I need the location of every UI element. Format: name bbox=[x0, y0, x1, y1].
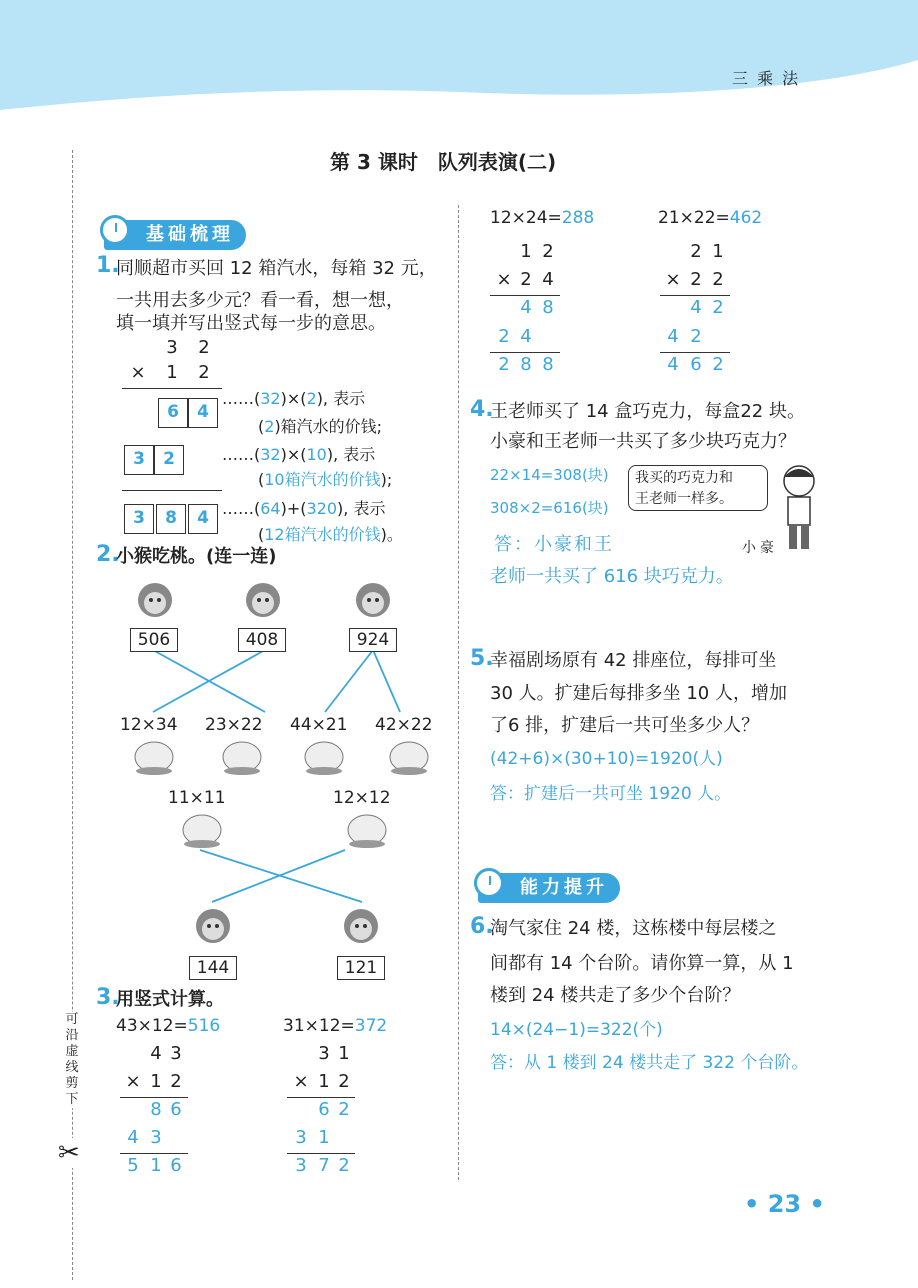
q4-work-2: 308×2=616(块) bbox=[490, 499, 609, 517]
q1-answer-box[interactable]: 3 bbox=[124, 504, 154, 534]
calc-digit: 1 bbox=[712, 241, 724, 262]
calc-digit: 2 bbox=[690, 241, 702, 262]
page-title: 第 3 课时 队列表演(二) bbox=[330, 150, 557, 174]
calc-rule bbox=[120, 1153, 188, 1154]
calc-digit: 6 bbox=[170, 1099, 182, 1120]
q6-line-1: 淘气家住 24 楼，这栋楼中每层楼之 bbox=[490, 918, 777, 939]
calc-rule bbox=[287, 1153, 355, 1154]
peach-icon bbox=[178, 808, 226, 848]
clock-icon bbox=[474, 868, 504, 898]
q1-top-digit: 2 bbox=[198, 337, 210, 358]
calc-digit: 2 bbox=[520, 269, 532, 290]
q1-times-sign: × bbox=[130, 362, 146, 383]
q1-mult-digit: 1 bbox=[166, 362, 178, 383]
calc-digit: 3 bbox=[170, 1043, 182, 1064]
calc-digit: 4 bbox=[520, 326, 532, 347]
calc-digit: 3 bbox=[318, 1043, 330, 1064]
q1-explain-3a: ……(64)+(320), 表示 bbox=[222, 499, 386, 518]
peach-expression: 12×34 bbox=[120, 715, 178, 735]
q4-line-1: 王老师买了 14 盒巧克力，每盒22 块。 bbox=[490, 401, 805, 422]
q5-work: (42+6)×(30+10)=1920(人) bbox=[490, 749, 723, 769]
peach-icon bbox=[130, 735, 178, 775]
calc-digit: 7 bbox=[318, 1155, 330, 1176]
calc-digit: 3 bbox=[295, 1155, 307, 1176]
calc-digit: 8 bbox=[150, 1099, 162, 1120]
calc-digit: 1 bbox=[338, 1043, 350, 1064]
speech-bubble: 我买的巧克力和 王老师一样多。 bbox=[628, 465, 768, 511]
q2-text: 小猴吃桃。(连一连) bbox=[116, 546, 277, 567]
calc-digit: 8 bbox=[542, 354, 554, 375]
q6-line-2: 间都有 14 个台阶。请你算一算，从 1 bbox=[490, 953, 794, 974]
q3-number: 3. bbox=[96, 985, 120, 1010]
calc-digit: 4 bbox=[667, 326, 679, 347]
calc-digit: 6 bbox=[690, 354, 702, 375]
boy-name: 小豪 bbox=[742, 540, 778, 556]
boy-icon bbox=[778, 463, 820, 555]
calc-digit: 2 bbox=[712, 297, 724, 318]
calc-digit: 4 bbox=[667, 354, 679, 375]
calc-digit: 8 bbox=[542, 297, 554, 318]
calc-expression: 12×24=288 bbox=[490, 208, 595, 228]
q1-number: 1. bbox=[96, 253, 120, 278]
q1-answer-box[interactable]: 8 bbox=[156, 504, 186, 534]
q1-answer-box[interactable]: 6 bbox=[158, 398, 188, 428]
q5-line-3: 了6 排，扩建后一共可坐多少人？ bbox=[490, 715, 760, 736]
monkey-number-box: 924 bbox=[349, 628, 397, 652]
q6-answer: 答：从 1 楼到 24 楼共走了 322 个台阶。 bbox=[490, 1053, 809, 1073]
q4-work-1: 22×14=308(块) bbox=[490, 466, 609, 484]
calc-digit: 3 bbox=[295, 1127, 307, 1148]
calc-digit: 6 bbox=[170, 1155, 182, 1176]
calc-rule bbox=[660, 295, 730, 296]
q2-number: 2. bbox=[96, 542, 120, 567]
peach-expression: 44×21 bbox=[290, 715, 348, 735]
q1-answer-box[interactable]: 2 bbox=[154, 445, 184, 475]
q1-answer-box[interactable]: 4 bbox=[188, 504, 218, 534]
calc-digit: 2 bbox=[712, 354, 724, 375]
calc-digit: 2 bbox=[690, 269, 702, 290]
section-basic-banner: 基础梳理 bbox=[104, 220, 246, 250]
peach-icon bbox=[218, 735, 266, 775]
q5-number: 5. bbox=[470, 646, 494, 671]
q6-number: 6. bbox=[470, 914, 494, 939]
q1-top-digit: 3 bbox=[166, 337, 178, 358]
calc-digit: 1 bbox=[520, 241, 532, 262]
calc-expression: 21×22=462 bbox=[658, 208, 763, 228]
q3-text: 用竖式计算。 bbox=[116, 989, 224, 1010]
calc-digit: 4 bbox=[690, 297, 702, 318]
calc-times: × bbox=[125, 1071, 141, 1092]
calc-digit: 2 bbox=[170, 1071, 182, 1092]
page-number: • 23 • bbox=[744, 1190, 825, 1218]
q5-line-1: 幸福剧场原有 42 排座位，每排可坐 bbox=[490, 650, 777, 671]
q4-line-2: 小豪和王老师一共买了多少块巧克力？ bbox=[490, 431, 796, 452]
calc-digit: 6 bbox=[318, 1099, 330, 1120]
q1-line-1: 同顺超市买回 12 箱汽水，每箱 32 元， bbox=[116, 258, 437, 279]
q6-work: 14×(24−1)=322(个) bbox=[490, 1020, 663, 1040]
q1-explain-1a: ……(32)×(2), 表示 bbox=[222, 389, 366, 408]
section-ability-banner: 能力提升 bbox=[478, 873, 620, 903]
monkey-number-box: 121 bbox=[337, 956, 385, 980]
peach-expression: 42×22 bbox=[375, 715, 433, 735]
calc-digit: 1 bbox=[318, 1127, 330, 1148]
q1-explain-2a: ……(32)×(10), 表示 bbox=[222, 445, 376, 464]
q1-explain-2b: (10箱汽水的价钱); bbox=[258, 470, 393, 489]
calc-rule bbox=[287, 1097, 355, 1098]
monkey-number-box: 144 bbox=[189, 956, 237, 980]
monkey-icon bbox=[132, 580, 178, 626]
q1-mult-digit: 2 bbox=[198, 362, 210, 383]
q5-answer: 答：扩建后一共可坐 1920 人。 bbox=[490, 784, 732, 804]
q4-answer-2: 老师一共买了 616 块巧克力。 bbox=[490, 566, 734, 587]
peach-expression: 12×12 bbox=[333, 788, 391, 808]
peach-icon bbox=[300, 735, 348, 775]
calc-digit: 1 bbox=[318, 1071, 330, 1092]
calc-digit: 3 bbox=[150, 1127, 162, 1148]
calc-rule bbox=[120, 1097, 188, 1098]
calc-digit: 2 bbox=[712, 269, 724, 290]
calc-digit: 2 bbox=[338, 1071, 350, 1092]
q4-answer-1: 答：小豪和王 bbox=[494, 534, 614, 555]
calc-rule bbox=[660, 352, 730, 353]
calc-digit: 4 bbox=[127, 1127, 139, 1148]
calc-digit: 2 bbox=[338, 1155, 350, 1176]
peach-icon bbox=[385, 735, 433, 775]
calc-digit: 1 bbox=[150, 1155, 162, 1176]
calc-times: × bbox=[665, 269, 681, 290]
peach-expression: 23×22 bbox=[205, 715, 263, 735]
q4-number: 4. bbox=[470, 397, 494, 422]
calc-digit: 2 bbox=[542, 241, 554, 262]
calc-digit: 1 bbox=[150, 1071, 162, 1092]
q1-explain-1b: (2)箱汽水的价钱; bbox=[258, 417, 383, 436]
q2-connect-lines bbox=[0, 0, 460, 1000]
peach-expression: 11×11 bbox=[168, 788, 226, 808]
calc-rule bbox=[490, 352, 560, 353]
calc-digit: 2 bbox=[338, 1099, 350, 1120]
calc-digit: 2 bbox=[498, 326, 510, 347]
calc-times: × bbox=[293, 1071, 309, 1092]
q5-line-2: 30 人。扩建后每排多坐 10 人，增加 bbox=[490, 683, 787, 704]
q6-line-3: 楼到 24 楼共走了多少个台阶？ bbox=[490, 985, 741, 1006]
calc-rule bbox=[490, 295, 560, 296]
monkey-icon bbox=[350, 580, 396, 626]
q1-line-2: 一共用去多少元？看一看，想一想， bbox=[116, 290, 404, 311]
calc-digit: 4 bbox=[150, 1043, 162, 1064]
monkey-number-box: 506 bbox=[130, 628, 178, 652]
q1-answer-box[interactable]: 4 bbox=[188, 398, 218, 428]
chapter-label: 三 乘 法 bbox=[732, 69, 801, 88]
calc-digit: 2 bbox=[690, 326, 702, 347]
q1-line-3: 填一填并写出竖式每一步的意思。 bbox=[116, 313, 386, 334]
calc-digit: 5 bbox=[127, 1155, 139, 1176]
q1-answer-box[interactable]: 3 bbox=[124, 445, 154, 475]
monkey-icon bbox=[338, 906, 384, 952]
calc-digit: 4 bbox=[520, 297, 532, 318]
calc-expression: 43×12=516 bbox=[116, 1016, 221, 1036]
calc-expression: 31×12=372 bbox=[283, 1016, 388, 1036]
side-note: 可 沿 虚 线 剪 下 bbox=[63, 1012, 81, 1108]
monkey-icon bbox=[240, 580, 286, 626]
scissors-icon: ✂ bbox=[58, 1138, 80, 1168]
calc-digit: 8 bbox=[520, 354, 532, 375]
calc-times: × bbox=[496, 269, 512, 290]
peach-icon bbox=[343, 808, 391, 848]
q1-explain-3b: (12箱汽水的价钱)。 bbox=[258, 525, 403, 544]
calc-digit: 2 bbox=[498, 354, 510, 375]
monkey-icon bbox=[190, 906, 236, 952]
calc-digit: 4 bbox=[542, 269, 554, 290]
monkey-number-box: 408 bbox=[238, 628, 286, 652]
